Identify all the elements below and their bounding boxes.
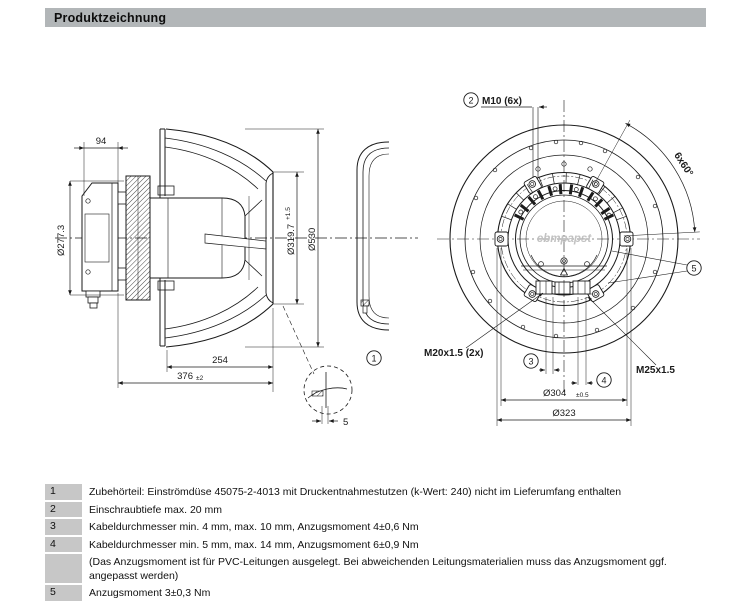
callout-gland-m20-number: 3 [528, 356, 534, 367]
dim-total-depth-tolerance-label: ±2 [196, 375, 204, 382]
note-number: 4 [45, 537, 82, 553]
table-row [45, 519, 706, 535]
dim-total-depth [118, 293, 273, 388]
motor-hub [495, 173, 633, 306]
dim-bolt-circle-label: Ø304 [543, 388, 567, 399]
label-mounting-thread [464, 93, 547, 178]
dim-impeller-depth-label: 254 [212, 355, 228, 366]
gland-m25-text: M25x1.5 [636, 365, 675, 376]
gland-m20-text: M20x1.5 (2x) [424, 348, 484, 359]
table-row [45, 554, 706, 583]
note-text: Zubehörteil: Einströmdüse 45075-2-4013 mit Druckentnahmestutzen (k-Wert: 240) nicht im Lieferumfang enthalten [89, 486, 622, 498]
callout-hub-number: 5 [691, 263, 697, 274]
rear-view [424, 93, 701, 426]
note-number: 5 [45, 585, 82, 601]
brand-logo: ebmpapst [536, 233, 592, 245]
cable-glands [534, 281, 592, 294]
pressure-tap [361, 300, 369, 313]
dim-outer-diameter-label: Ø530 [307, 227, 318, 251]
side-view [55, 129, 418, 428]
motor-terminal-box [82, 183, 126, 308]
note-text: Kabeldurchmesser min. 5 mm, max. 14 mm, Anzugsmoment 6±0,9 Nm [89, 538, 419, 551]
note-number: 1 [45, 484, 82, 500]
table-row [45, 585, 706, 601]
page-title: Produktzeichnung [54, 10, 167, 25]
hub-interior [521, 233, 607, 277]
dim-bolt-circle-tolerance-label: ±0.5 [576, 392, 589, 399]
callout-inlet-ring-number: 1 [371, 353, 377, 364]
cable-gland-side [86, 291, 100, 308]
note-text: Kabeldurchmesser min. 4 mm, max. 10 mm, Anzugsmoment 4±0,6 Nm [89, 521, 419, 533]
inlet-ring-profile [357, 142, 389, 330]
callout-gland-m25 [571, 297, 611, 387]
note-number: 3 [45, 519, 82, 535]
rotor-hub [150, 186, 266, 290]
note-text: (Das Anzugsmoment ist für PVC-Leitungen ausgelegt. Bei abweichenden Leitungsmaterialien muss das Anzugsmoment ggf. angepasst werden) [89, 556, 667, 582]
table-row [45, 502, 706, 518]
note-text: Einschraubtiefe max. 20 mm [89, 503, 223, 516]
dim-inlet-diameter-label: Ø319.7 [286, 223, 297, 255]
dim-inlet-tolerance-label: +1.5 [285, 207, 292, 220]
label-gland-m20 [424, 293, 543, 359]
dim-motor-diameter-label: Ø277.3 [56, 224, 67, 256]
impeller-hub-disc [126, 176, 150, 300]
note-number: 2 [45, 502, 82, 518]
table-row [45, 537, 706, 553]
note-text: Anzugsmoment 3±0,3 Nm [89, 587, 211, 599]
callout-gland-m25-number: 4 [601, 375, 607, 386]
notes-table [45, 484, 706, 603]
dim-gap-label: 5 [343, 417, 349, 428]
mounting-thread-text: M10 (6x) [482, 96, 523, 107]
table-row [45, 484, 706, 500]
hole-pattern-text: 6x60° [671, 150, 695, 179]
note-number [45, 554, 82, 583]
callout-inlet-ring [367, 351, 381, 365]
detail-view-gap [283, 306, 352, 428]
callout-mounting-number: 2 [468, 95, 474, 106]
dim-flange-diameter-label: Ø323 [552, 408, 576, 419]
dim-motor-depth-label: 94 [95, 136, 107, 147]
dim-total-depth-label: 376 [177, 371, 193, 382]
